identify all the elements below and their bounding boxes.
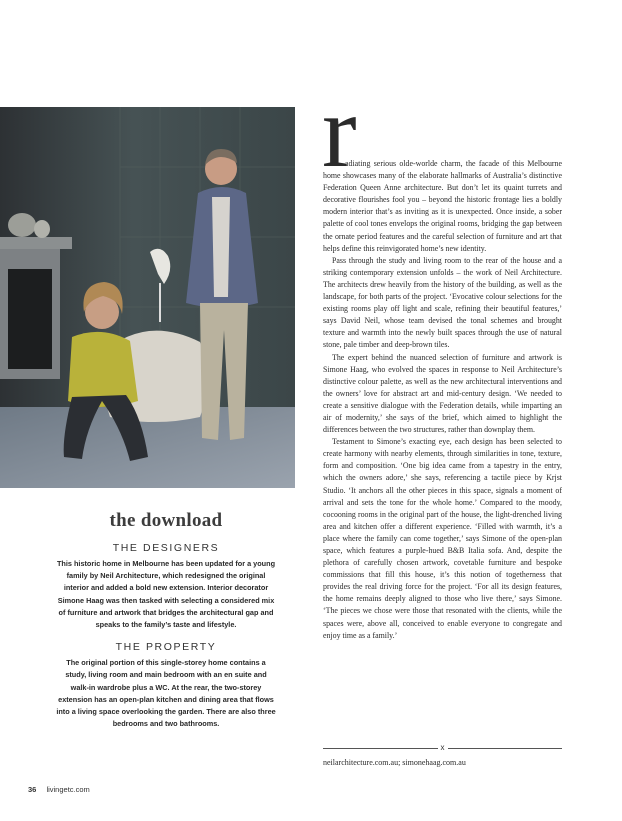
page-number: 36 (28, 785, 37, 794)
article-paragraph: Testament to Simone’s exacting eye, each design has been selected to create harmony with nearby elements, through similarities in tone, texture, form and composition. ‘One big idea came from a tapestry in the entry, which the owners adore,’ she says, referencing a tactile piece by Krjst Studio. ‘It anchors all the other pieces in this space, signals a moment of arrival and sets the tone for the whole home.’ Compared to the moody, cocooning rooms in the original part of the house, the light-drenched living area and kitchen offer a different experience. ‘Filled with warmth, it’s a place where the family can come together,’ says Simone of the open-plan space, which features a purple-hued B&B Italia sofa. And, despite the plethora of carefully chosen artwork, covetable furniture and bespoke commissions that fill this house, it’s this notion of togetherness that provides the real driving force for the project. ‘For all its design features, the home remains deeply aligned to those who live there,’ says Simone. ‘The pieces we chose were those that resonated with the clients, while the spaces were, above all, conceived to enable everyone to congregate and enjoy time as a family.’ (323, 437, 562, 640)
property-body: The original portion of this single-storey home contains a study, living room and main bedroom with an en suite and walk-in wardrobe plus a WC. At the rear, the two-storey extension has an open-plan kitchen and dining area that flows into a living space overlooking the garden. There are also three bedrooms and two bathrooms. (56, 658, 276, 729)
site-name: livingetc.com (46, 785, 90, 794)
property-heading: THE PROPERTY (115, 641, 217, 654)
designers-heading: THE DESIGNERS (112, 542, 220, 554)
article-paragraph: The expert behind the nuanced selection of furniture and artwork is Simone Haag, who evolved the spaces in response to Neil Architecture’s distinctive colour palette, as well as the new architectural interventions and the owners’ love for abstract art and mid-century design. ‘We needed to create a sensitive dialogue with the Federation details, while imparting an air of modernity,’ she says of the brief, which aimed to highlight the differences between the two structures, rather than downplay them. (323, 352, 562, 435)
portrait-photo-icon (0, 107, 295, 488)
designers-photo (0, 107, 295, 488)
article-body (323, 158, 562, 642)
credits-links: neilarchitecture.com.au; simonehaag.com.au (323, 758, 466, 767)
article-paragraph: Pass through the study and living room to the rear of the house and a striking contemporary extension unfolds – the work of Neil Architecture. The architects drew heavily from the history of the building, as well as the landscape, for both parts of the project. ‘Evocative colour selections for the existing rooms play off light and scale, refining their beautiful features,’ says David Neil, whose team devised the tonal schemes and brought texture and warmth into the newly built spaces through the use of natural stone, pale timber and deep-brown tiles. (323, 255, 562, 350)
page-folio (28, 785, 90, 795)
sidebar-title: the download (109, 510, 223, 531)
designers-body: This historic home in Melbourne has been updated for a young family by Neil Architecture, which redesigned the original interior and added a bold new extension. Interior decorator Simone Haag was then tasked with selecting a considered mix of furniture and artwork that bridges the architectural gap and speaks to the family’s taste and lifestyle. (56, 559, 276, 630)
download-sidebar (56, 510, 276, 730)
drop-cap: r (322, 74, 357, 189)
divider-mark: x (438, 742, 448, 753)
article-paragraph: adiating serious olde-worlde charm, the facade of this Melbourne home showcases many of the elaborate hallmarks of Australia’s distinctive Federation Queen Anne architecture. But don’t let its quaint turrets and decorative flourishes fool you – beyond the historic frontage lies a boldly modern interior that’s as inviting as it is unexpected. Once inside, a sober palette of cool tones envelops the original rooms, bridging the gap between the ornate period features and the careful selection of furniture and art that helps define this reinvigorated home’s new identity. (323, 159, 562, 253)
section-divider (323, 743, 562, 753)
